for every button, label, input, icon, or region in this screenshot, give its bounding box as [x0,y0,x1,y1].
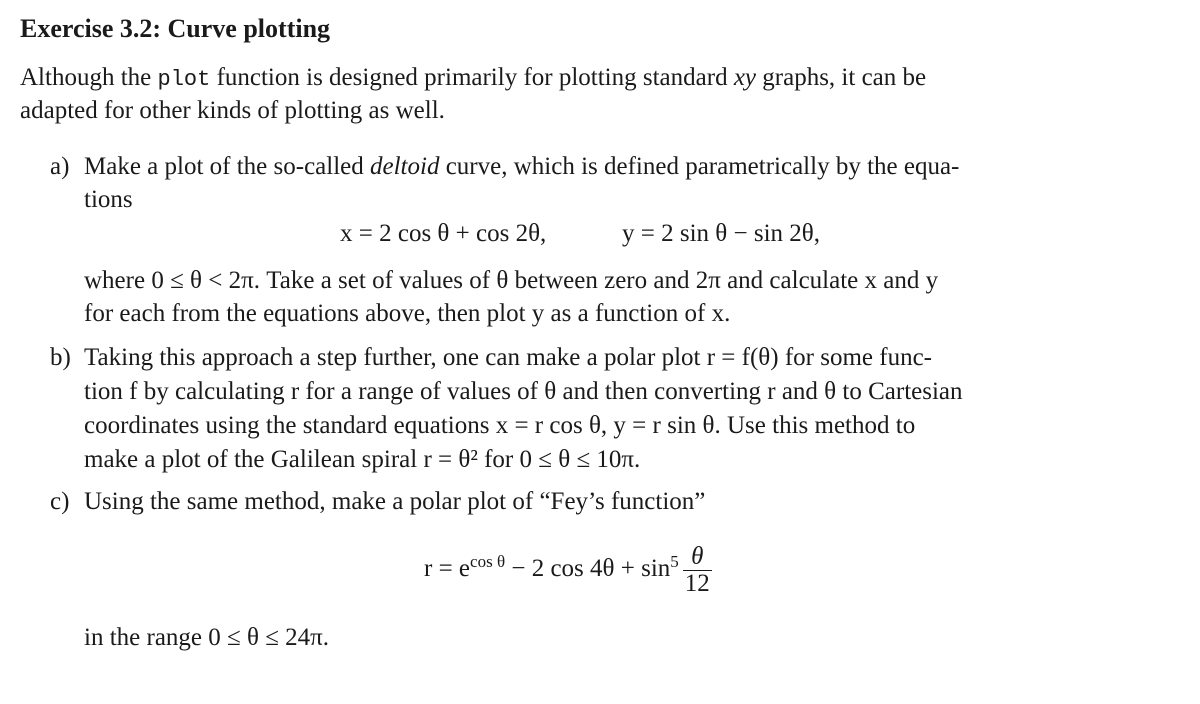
part-c-label: c) [50,488,70,515]
intro-text-a: Although the [20,64,158,91]
fey-fraction [683,544,712,597]
fraction-numerator: θ [691,543,704,570]
code-plot: plot [157,67,211,92]
part-a-label: a) [50,153,70,180]
deltoid-eq-y: y = 2 sin θ − sin 2θ, [622,220,820,247]
exercise-title: Exercise 3.2: Curve plotting [20,14,331,43]
intro-line-1 [20,64,926,92]
deltoid-eq-x: x = 2 cos θ + cos 2θ, [340,220,547,247]
intro-line-2: adapted for other kinds of plotting as well. [20,97,445,124]
fey-mid: − 2 cos 4θ + sin [505,555,671,583]
part-a-line-4: for each from the equations above, then plot y as a function of x. [84,300,731,327]
part-b-line-1: Taking this approach a step further, one can make a polar plot r = f(θ) for some func- [84,344,933,371]
intro-text-c: graphs, it can be [756,64,927,91]
part-b-label: b) [50,344,71,371]
fey-exponent: cos θ [470,551,506,571]
fey-equation [424,544,712,597]
part-a-line-3: where 0 ≤ θ < 2π. Take a set of values of θ between zero and 2π and calculate x and y [84,267,939,294]
fey-power: 5 [670,551,679,571]
intro-text-b: function is designed primarily for plotting standard [210,64,734,91]
part-b-line-3: coordinates using the standard equations x = r cos θ, y = r sin θ. Use this method to [84,412,916,439]
part-a-line-2: tions [84,186,133,213]
intro-xy: xy [733,64,757,91]
part-a-line-1 [84,153,959,181]
part-b-line-2: tion f by calculating r for a range of values of θ and then converting r and θ to Cartesian [84,378,963,405]
part-c-line-1: Using the same method, make a polar plot of “Fey’s function” [84,488,706,515]
part-a-text-a: Make a plot of the so-called [84,153,371,180]
fraction-denominator: 12 [684,570,710,597]
deltoid-word: deltoid [370,153,440,180]
part-b-line-4: make a plot of the Galilean spiral r = θ² for 0 ≤ θ ≤ 10π. [84,446,641,473]
part-a-text-b: curve, which is defined parametrically by the equa- [439,153,960,180]
part-c-line-2: in the range 0 ≤ θ ≤ 24π. [84,624,330,651]
fey-lhs: r = e [424,555,471,583]
